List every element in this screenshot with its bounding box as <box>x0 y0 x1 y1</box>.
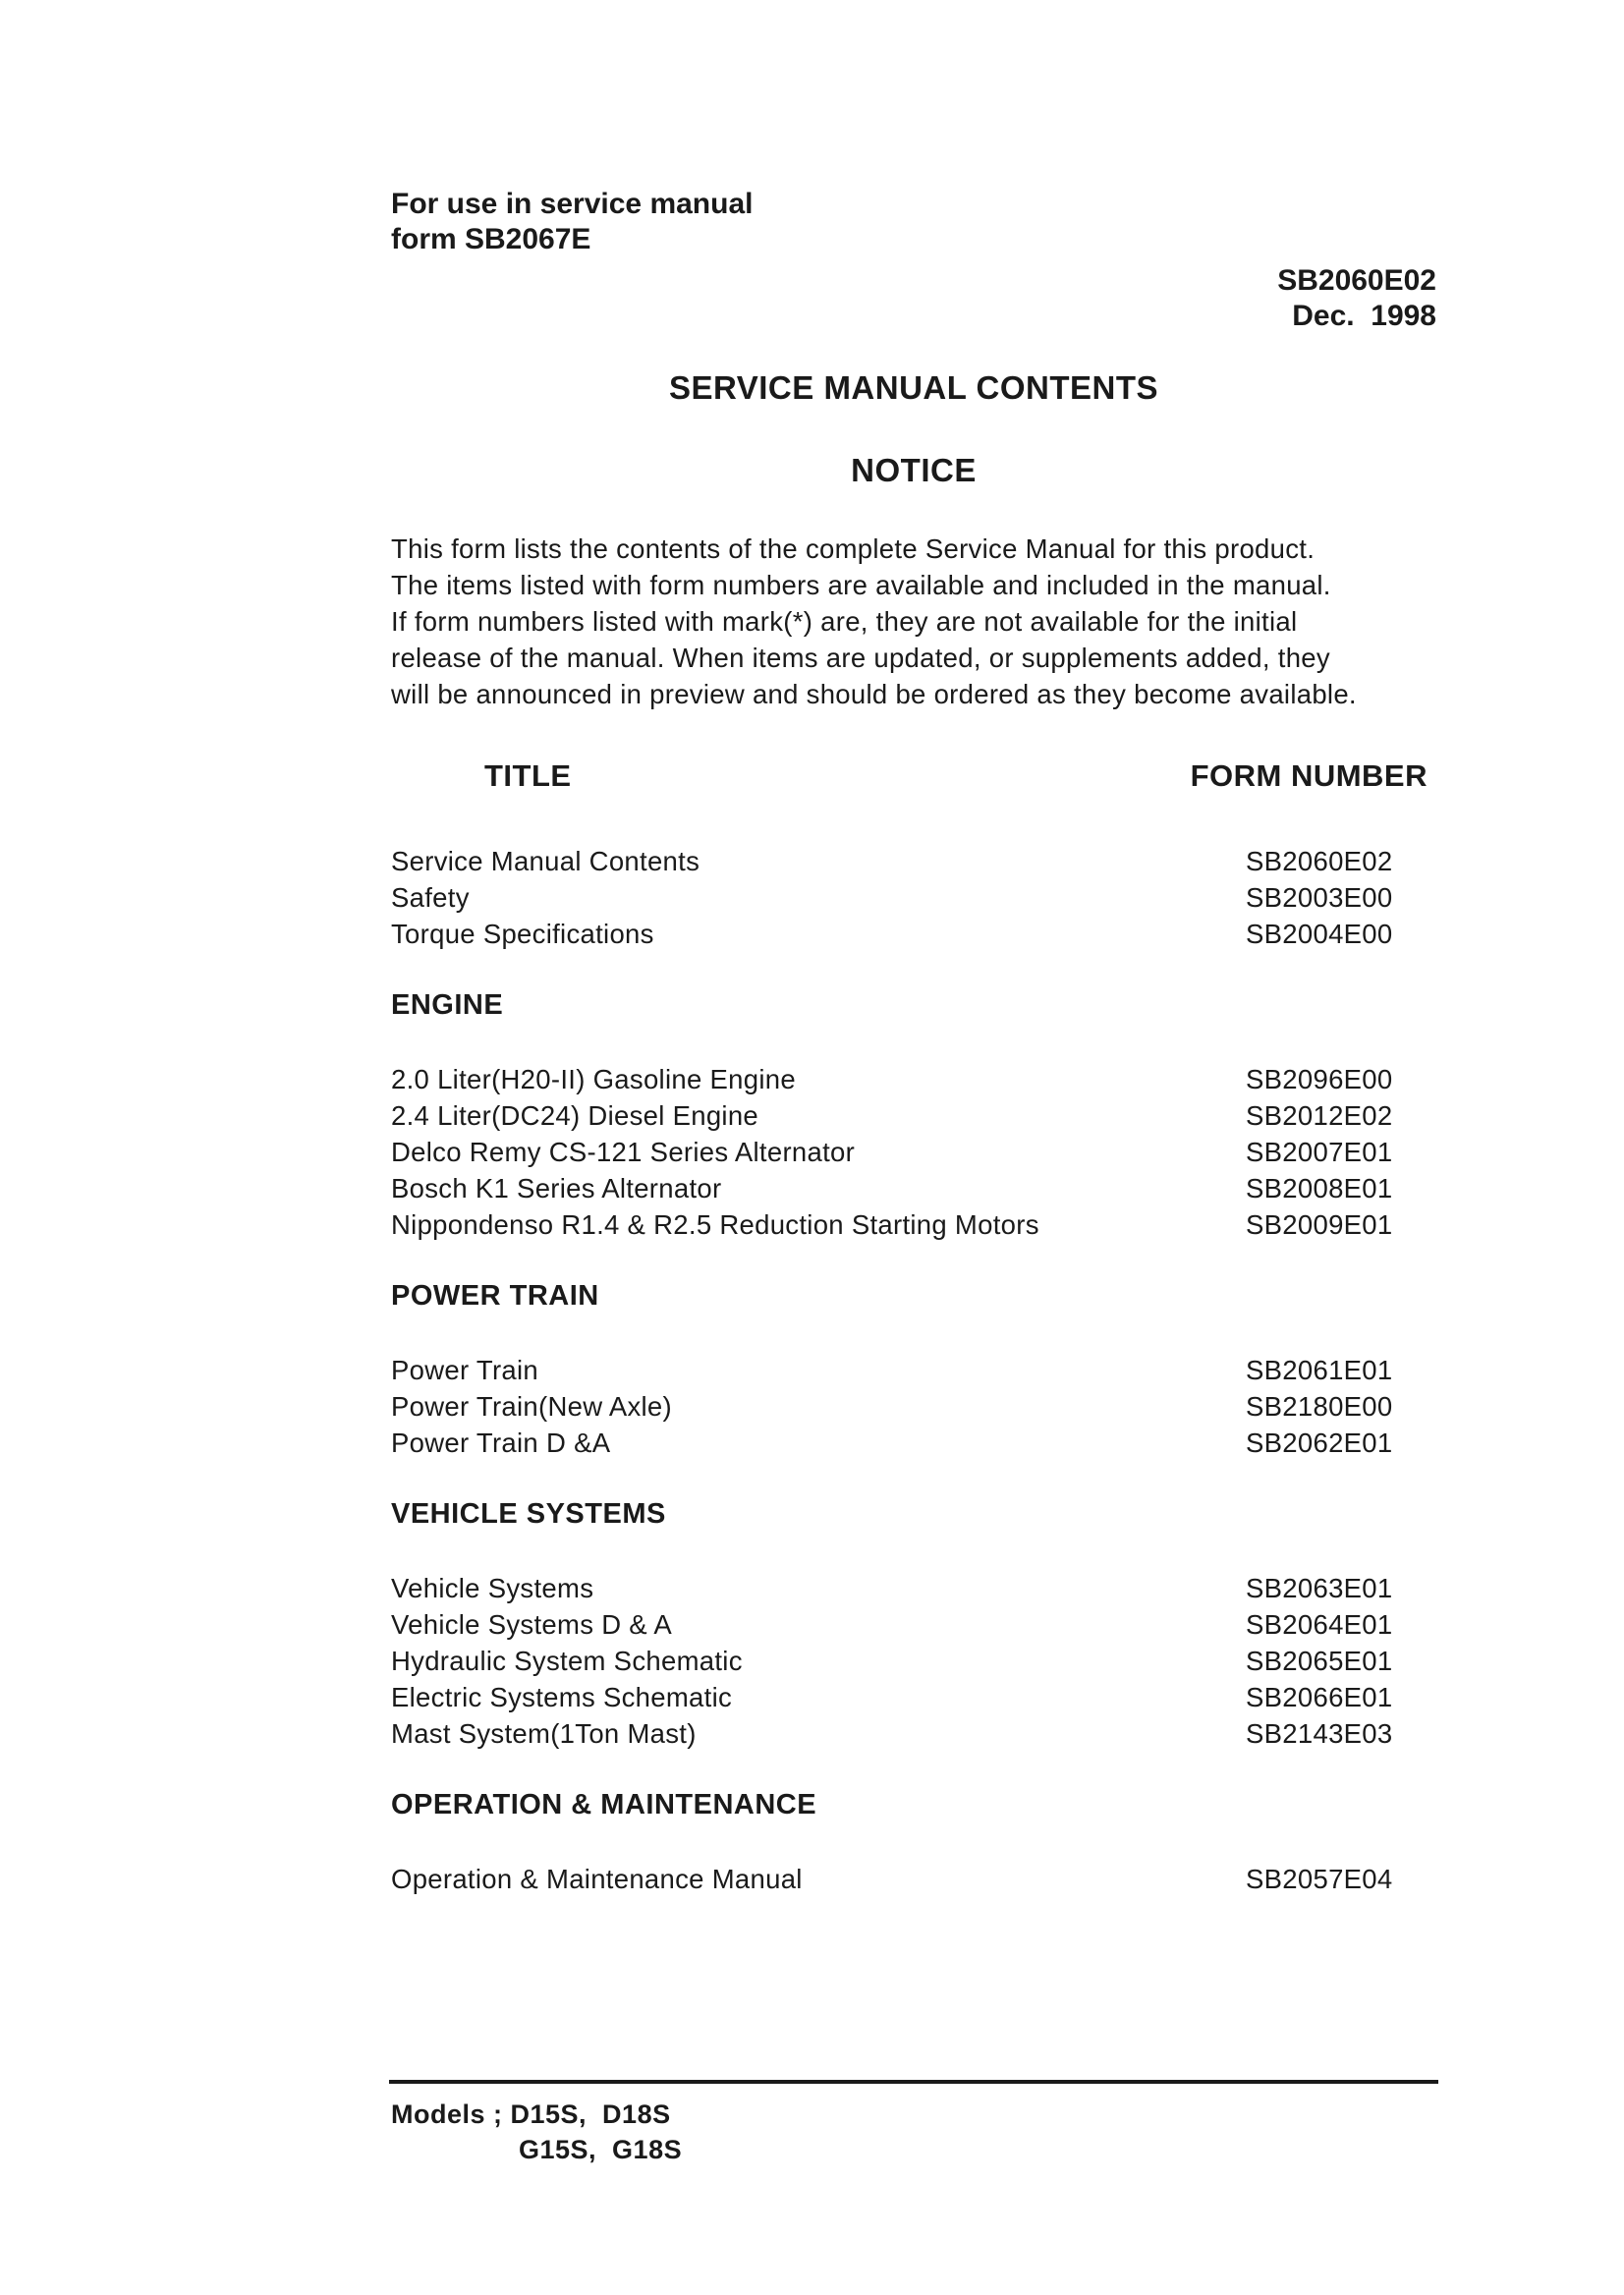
item-title: Power Train D &A <box>391 1427 611 1458</box>
item-title: Electric Systems Schematic <box>391 1682 733 1712</box>
notice-line: The items listed with form numbers are available and included in the manual. <box>391 570 1331 600</box>
item-form-number: SB2063E01 <box>1246 1573 1393 1603</box>
item-form-number: SB2062E01 <box>1246 1427 1393 1458</box>
item-title: Power Train(New Axle) <box>391 1391 672 1422</box>
usage-note-line2: form SB2067E <box>391 223 591 255</box>
item-form-number: SB2096E00 <box>1246 1064 1393 1094</box>
notice-body <box>391 531 1432 712</box>
column-header-title: TITLE <box>484 758 572 793</box>
list-item <box>391 1606 1403 1643</box>
item-title: Hydraulic System Schematic <box>391 1646 743 1676</box>
list-item <box>391 1061 1403 1097</box>
item-form-number: SB2008E01 <box>1246 1173 1393 1203</box>
item-form-number: SB2064E01 <box>1246 1609 1393 1640</box>
item-title: Safety <box>391 882 470 913</box>
item-title: Nippondenso R1.4 & R2.5 Reduction Starting Motors <box>391 1209 1039 1240</box>
item-form-number: SB2060E02 <box>1246 846 1393 876</box>
notice-line: This form lists the contents of the complete Service Manual for this product. <box>391 533 1316 564</box>
list-item <box>391 1388 1403 1425</box>
notice-heading: NOTICE <box>851 452 977 488</box>
item-form-number: SB2007E01 <box>1246 1137 1393 1167</box>
list-item <box>391 1679 1403 1715</box>
models-footer <box>391 2097 682 2167</box>
list-item <box>391 843 1403 879</box>
item-form-number: SB2065E01 <box>1246 1646 1393 1676</box>
contents-list <box>391 843 1403 1897</box>
list-item <box>391 1206 1403 1243</box>
list-item <box>391 1170 1403 1206</box>
models-line-1: Models ; D15S, D18S <box>391 2099 671 2129</box>
item-title: 2.0 Liter(H20-II) Gasoline Engine <box>391 1064 796 1094</box>
item-title: Power Train <box>391 1355 539 1385</box>
item-title: 2.4 Liter(DC24) Diesel Engine <box>391 1100 759 1131</box>
item-title: Torque Specifications <box>391 919 654 949</box>
list-item <box>391 1715 1403 1752</box>
item-title: Operation & Maintenance Manual <box>391 1864 803 1894</box>
item-form-number: SB2009E01 <box>1246 1209 1393 1240</box>
item-title: Bosch K1 Series Alternator <box>391 1173 722 1203</box>
item-title: Delco Remy CS-121 Series Alternator <box>391 1137 856 1167</box>
list-item <box>391 1570 1403 1606</box>
item-title: Vehicle Systems <box>391 1573 594 1603</box>
notice-line: release of the manual. When items are updated, or supplements added, they <box>391 643 1330 673</box>
item-title: Vehicle Systems D & A <box>391 1609 672 1640</box>
section-heading-vehicle-systems: VEHICLE SYSTEMS <box>391 1498 666 1530</box>
section-heading-engine: ENGINE <box>391 989 504 1021</box>
item-form-number: SB2003E00 <box>1246 882 1393 913</box>
list-item <box>391 1861 1403 1897</box>
item-form-number: SB2004E00 <box>1246 919 1393 949</box>
section-heading-operation-maintenance: OPERATION & MAINTENANCE <box>391 1789 817 1820</box>
item-title: Mast System(1Ton Mast) <box>391 1718 697 1749</box>
section-heading-power-train: POWER TRAIN <box>391 1280 599 1312</box>
item-title: Service Manual Contents <box>391 846 700 876</box>
list-item <box>391 1134 1403 1170</box>
list-item <box>391 916 1403 952</box>
item-form-number: SB2066E01 <box>1246 1682 1393 1712</box>
item-form-number: SB2061E01 <box>1246 1355 1393 1385</box>
item-form-number: SB2143E03 <box>1246 1718 1393 1749</box>
usage-note <box>391 187 753 257</box>
list-item <box>391 1425 1403 1461</box>
document-date: Dec. 1998 <box>1292 300 1436 332</box>
list-item <box>391 1643 1403 1679</box>
item-form-number: SB2012E02 <box>1246 1100 1393 1131</box>
list-item <box>391 1097 1403 1134</box>
document-id <box>1277 263 1436 334</box>
notice-line: If form numbers listed with mark(*) are, they are not available for the initial <box>391 606 1298 637</box>
item-form-number: SB2180E00 <box>1246 1391 1393 1422</box>
document-form-number: SB2060E02 <box>1277 264 1436 297</box>
column-header-form-number: FORM NUMBER <box>1190 758 1428 793</box>
page-title: SERVICE MANUAL CONTENTS <box>669 369 1158 406</box>
list-item <box>391 879 1403 916</box>
usage-note-line1: For use in service manual <box>391 188 754 220</box>
models-line-2: G15S, G18S <box>519 2135 683 2164</box>
item-form-number: SB2057E04 <box>1246 1864 1393 1894</box>
list-item <box>391 1352 1403 1388</box>
footer-divider <box>389 2080 1438 2084</box>
notice-line: will be announced in preview and should be ordered as they become available. <box>391 679 1357 709</box>
